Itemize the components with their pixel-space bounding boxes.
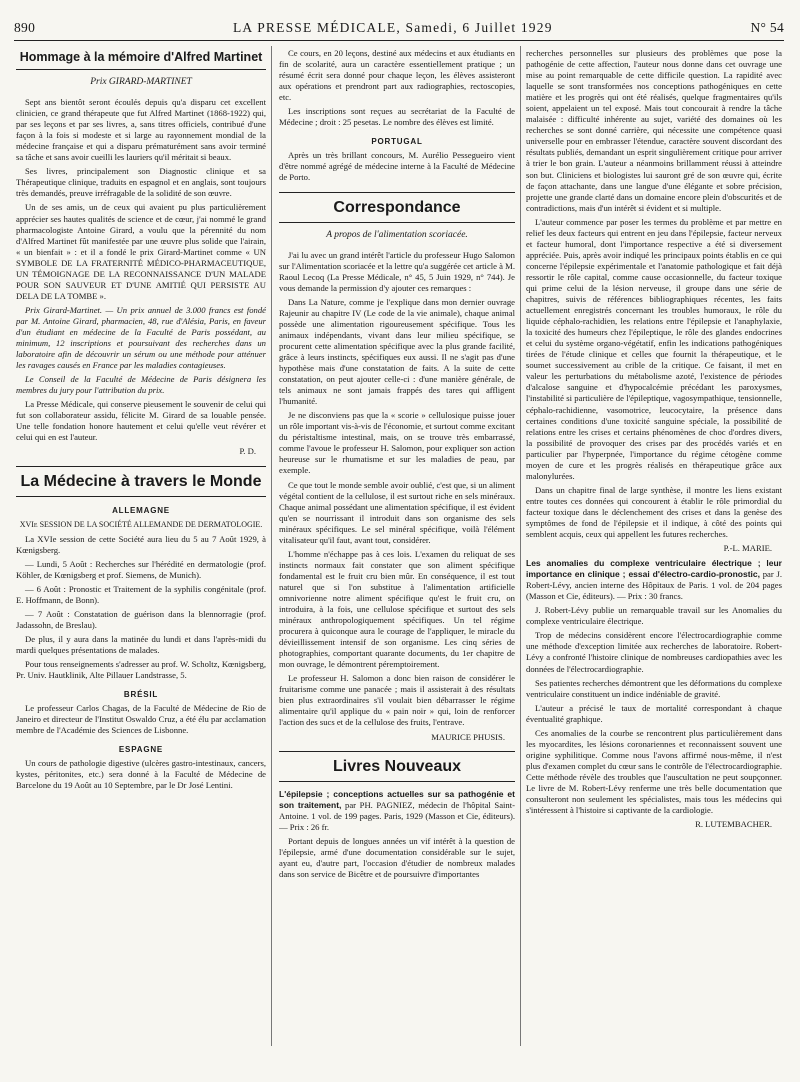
signature: R. LUTEMBACHER.: [695, 819, 772, 830]
paragraph: Dans un chapitre final de large synthèse, il montre les liens existant entre toutes ces données qui concourent à établir le rôle primordial du facteur toxique dans le déclenchement des crises et dans la genèse des symptômes de fond de l'épilepsie et il indique, à côté des points qui semblent acquis, ceux qui appellent les futures recherches.: [526, 484, 782, 540]
paragraph: La XVIe session de cette Société aura lieu du 5 au 7 Août 1929, à Kœnigsberg.: [16, 533, 266, 555]
book-title: Les anomalies du complexe ventriculaire électrique ; leur importance en clinique ; essai d'électro-cardio-pronostic,: [526, 558, 782, 580]
paragraph: Portant depuis de longues années un vif intérêt à la question de l'épilepsie, armé d'une documentation considérable sur le sujet, ayant eu, d'autre part, l'occasion d'étudier de nombreux malades dans son service de Bicêtre et de poursuivre d'importantes: [279, 835, 515, 879]
book-title: L'épilepsie ; conceptions actuelles sur sa pathogénie et son traitement,: [279, 788, 515, 810]
hommage-subtitle: Prix GIRARD-MARTINET: [90, 77, 192, 87]
paragraph: Prix Girard-Martinet. — Un prix annuel de 3.000 francs est fondé par M. Antoine Girard, pharmacien, 48, rue d'Alésia, Paris, en faveur d'un étudiant en médecine de la Faculté de Paris possédant, au minimum, 12 inscriptions et poursuivant des recherches dans un laboratoire afin de découvrir un sérum ou une méthode pour atténuer les ravages causés en France par les maladies contagieuses.: [16, 304, 266, 371]
paragraph: L'homme n'échappe pas à ces lois. L'examen du reliquat de ses instincts normaux fait constater que son aliment spécifique fondamental est le fruit cru bien mûr. En conséquence, il est tout naturel que si l'on substitue à l'alimentation artificielle omnivorienne notre aliment spécifique qu'est le fruit cru, on introduira, à la fois, une cellulose spécifique et surtout des sels minéraux anthropologiquement spécifiques. Un tel régime procurera à quiconque aura le courage de l'appliquer, le miracle du dévieillissement intensif de son organisme. Les cinq séries de photographies, comportant quarante documents, du 1er chapitre de mon ouvrage, le démontrent péremptoirement.: [279, 548, 515, 670]
issue-number: N° 54: [750, 20, 784, 35]
column-rule: [520, 46, 521, 1046]
paragraph: — 6 Août : Pronostic et Traitement de la syphilis congénitale (prof. E. Hoffmann, de Bonn).: [16, 583, 266, 605]
page-header: [14, 14, 784, 41]
paragraph: Ce que tout le monde semble avoir oublié, c'est que, si un aliment végétal contient de la cellulose, il est surtout riche en sels minéraux. Chaque animal possédant une alimentation spécifique, il est évident qu'en se nourrissant il introduit dans son organisme des sels minéraux spécifiques. Le sel minéral spécifique, voilà l'élément vitalisateur qu'il faut, avant tout, considérer.: [279, 479, 515, 545]
paragraph: Le professeur H. Salomon a donc bien raison de considérer le fruitarisme comme une panacée ; mais il assisterait à des résultats bien plus extraordinaires s'il voulait bien débarrasser le régime alimentaire qu'il applique du « pain noir » qui, loin de renforcer l'action des sucs et de la cellulose des fruits, l'entrave.: [279, 673, 515, 728]
section-heading: ALLEMAGNE: [112, 505, 170, 515]
column-left: [16, 48, 266, 1058]
section-heading: ESPAGNE: [118, 745, 164, 755]
column-right: [526, 48, 782, 1058]
paragraph: Ses livres, principalement son Diagnostic clinique et sa Thérapeutique clinique, traduits en espagnol et en anglais, sont toujours très demandés, preuve irréfragable de la solidité de son œuvre.: [16, 166, 266, 199]
paragraph: La Presse Médicale, qui conserve pieusement le souvenir de celui qui fut son collaborateur assidu, félicite M. Girard de sa louable pensée. Une telle fondation honore hautement et celui qu'elle veut révérer et celui qui en est l'auteur.: [16, 399, 266, 443]
section-heading: PORTUGAL: [371, 137, 423, 147]
paragraph: Les inscriptions sont reçues au secrétariat de la Faculté de Médecine ; droit : 25 pesetas. Le nombre des élèves est limité.: [279, 106, 515, 128]
monde-title-box: [16, 466, 266, 497]
paragraph: Un cours de pathologie digestive (ulcères gastro-intestinaux, cancers, kystes, péritonites, etc.) sera donné à la Faculté de Médecine de Barcelone du 19 Août au 10 Septembre, par le Dr José Lentini.: [16, 758, 266, 791]
paragraph: Ses patientes recherches démontrent que les déformations du complexe ventriculaire constituent un indice indéniable de gravité.: [526, 677, 782, 699]
column-middle: [279, 48, 515, 1058]
paragraph: Dans La Nature, comme je l'explique dans mon dernier ouvrage Rajeunir au chapitre IV (Le code de la vie animale), chaque animal possède une alimentation rigoureusement spécifique. Tous les animaux indépendants, vivant dans leur milieu spécifique, se procurent cette alimentation spécifique avec la plus grande facilité, grâce à leurs instincts, spécifiques eux aussi. Il ne s'agit pas d'une hypothèse mais d'une constatation de faits. A la suite de cette constatation, on peut ajouter celle-ci : d'une manière générale, de tels animaux ne sont jamais frappés des tares qui affligent l'humanité.: [279, 296, 515, 407]
section-heading: BRÉSIL: [123, 690, 159, 700]
book-reference: par PH. PAGNIEZ, médecin de l'hôpital Saint-Antoine. 1 vol. de 199 pages. Paris, 1929 (Masson et Cie, éditeurs). — Prix : 26 fr.: [279, 799, 515, 832]
paragraph: Après un très brillant concours, M. Aurélio Pessegueiro vient d'être nommé agrégé de médecine interne à la Faculté de Médecine de Porto.: [279, 150, 515, 183]
paragraph: Le professeur Carlos Chagas, de la Faculté de Médecine de Rio de Janeiro et directeur de l'Institut Oswaldo Cruz, a été élu par acclamation membre de l'Académie des Sciences de Lisbonne.: [16, 703, 266, 736]
paragraph: L'auteur a précisé le taux de mortalité correspondant à chaque éventualité graphique.: [526, 702, 782, 724]
signature: P. D.: [239, 446, 256, 457]
signature: P.-L. MARIE.: [723, 543, 772, 554]
correspondance-title: Correspondance: [333, 198, 461, 216]
paragraph: Sept ans bientôt seront écoulés depuis qu'a disparu cet excellent clinicien, ce grand thérapeute que fut Alfred Martinet (1868-1922) qui, par ses leçons et par ses livres, a, sans titres officiels, contribué d'une façon à la fois si modeste et si large au rayonnement mondial de la médecine française et qui a disparu prématurément sans avoir terminé sa tâche et sans avoir cueilli les lauriers qu'il méritait si beaux.: [16, 97, 266, 163]
column-rule: [271, 46, 272, 1046]
correspondance-subtitle: A propos de l'alimentation scoriacée.: [326, 229, 468, 240]
paragraph: J. Robert-Lévy publie un remarquable travail sur les Anomalies du complexe ventriculaire électrique.: [526, 605, 782, 627]
paragraph: Un de ses amis, un de ceux qui avaient pu plus particulièrement apprécier ses hautes qualités de science et de cœur, j'ai nommé le grand pharmacologiste Antoine Girard, a voulu que la pérennité du nom d'Alfred Martinet fût manifestée par une œuvre plus solide que l'airain, « un bienfait » : et il a fondé le prix Girard-Martinet comme « UN SYMBOLE DE LA FRATERNITÉ MÉDICO-PHARMACEUTIQUE, UN TÉMOIGNAGE DE LA RECONNAISSANCE D'UN MALADE POUR SON SAUVEUR ET D'UNE AMITIÉ QUI PERSISTE AU DELA DE LA TOMBE ».: [16, 202, 266, 301]
paragraph: — Lundi, 5 Août : Recherches sur l'hérédité en dermatologie (prof. Köhler, de Kœnigsberg et prof. Siemens, de Munich).: [16, 558, 266, 580]
paragraph: Trop de médecins considèrent encore l'électrocardiographie comme une méthode d'exception limitée aux recherches de laboratoire. Robert-Lévy a confronté l'histoire clinique de nombreuses cardiopathies avec les données de l'électrocardiographie.: [526, 630, 782, 674]
paragraph: Pour tous renseignements s'adresser au prof. W. Scholtz, Kœnigsberg, Pr. Univ. Hautklinik, Alte Pillauer Landstrasse, 5.: [16, 659, 266, 681]
paragraph: J'ai lu avec un grand intérêt l'article du professeur Hugo Salomon sur l'Alimentation scoriacée et la lettre qu'a suggérée cet article à M. Raoul Lecoq (La Presse Médicale, n° 45, 5 Juin 1929, n° 744). Je vous demande la permission d'y ajouter ces remarques :: [279, 249, 515, 293]
paragraph: Ces anomalies de la courbe se rencontrent plus particulièrement dans les myocardites, les lésions coronariennes et reconnaissent souvent une origine syphilitique. Comme nous l'avons affirmé nous-même, il n'est plus d'examen complet du cœur sans le contrôle de l'électrocardiographie. Cette méthode révèle des troubles que l'auscultation ne peut soupçonner. Le livre de M. Robert-Lévy renferme une très belle documentation que consulteront non seulement les spécialistes, mais tous les médecins qui s'intéressent à l'histoire si captivante de la cardiologie.: [526, 727, 782, 816]
hommage-title-box: [16, 48, 266, 70]
signature: MAURICE PHUSIS.: [431, 731, 505, 742]
section-subheading: XVIe SESSION DE LA SOCIÉTÉ ALLEMANDE DE DERMATOLOGIE.: [19, 519, 263, 529]
paragraph: L'auteur commence par poser les termes du problème et par mettre en relief les deux facteurs qui entrent en jeu dans l'épilepsie, facteur nerveux et facteur humoral, dont l'importance respective a été si diversement appréciée. Puis, après avoir indiqué les principaux points établis en ce qui concerne l'épilepsie expérimentale et l'anatomie pathologique et fait déjà ressortir le rôle capital, comme cause occasionnelle, du facteur toxique qui prime celui de la lésion nerveuse, il groupe dans une série de chapitres, suivis de références bibliographiques récentes, les faits actuellement enregistrés concernant les troubles humoraux, le rôle du liquide céphalo-rachidien, les relations entre l'épilepsie et l'anaphylaxie, la toxicité des humeurs chez l'épileptique, le rôle des glandes endocrines et celui du système organo-végétatif, enfin les indications pathogéniques tirées de l'étude clinique et celles que fournit la thérapeutique, et le soumet successivement au crible de la critique. Ce faisant, il met en valeur les perturbations du métabolisme azoté, l'existence de périodes d'alcalose sanguine et d'hypocalcémie précédant les paroxysmes, l'instabilité si particulière de l'épileptique, vagosympathique, tensionnelle, céphalo-rachidienne, vasomotrice, leucocytaire, la présence dans certaines conditions d'une toxicité sanguine spéciale, la possibilité de relations entre les crises et certains phénomènes de choc d'ordres divers, la possibilité de provoquer des crises par des procédés variés et en particulier par l'hyperpnée, l'importance du régime cétogène comme moyen de cure et les progrès réalisés en thérapeutique grâce aux malonylurées.: [526, 216, 782, 481]
paragraph: Ce cours, en 20 leçons, destiné aux médecins et aux étudiants en fin de scolarité, aura un caractère essentiellement pratique ; un résumé écrit sera donné pour chaque leçon, les élèves assisteront aux opérations et prendront part aux radiographies, rectoscopies, etc.: [279, 48, 515, 103]
journal-title: LA PRESSE MÉDICALE, Samedi, 6 Juillet 1929: [232, 20, 553, 35]
paragraph: De plus, il y aura dans la matinée du lundi et dans l'après-midi du mardi quelques présentations de malades.: [16, 633, 266, 656]
monde-title: La Médecine à travers le Monde: [20, 472, 262, 490]
livres-title: Livres Nouveaux: [332, 757, 462, 775]
correspondance-title-box: [279, 192, 515, 223]
paragraph: — 7 Août : Constatation de guérison dans la blennorragie (prof. Jadassohn, de Breslau).: [16, 608, 266, 630]
page-number: 890: [14, 20, 36, 35]
hommage-title: Hommage à la mémoire d'Alfred Martinet: [19, 50, 263, 64]
paragraph: Je ne disconviens pas que la « scorie » cellulosique puisse jouer un rôle important vis-à-vis de l'économie, et surtout comme excitant du péristaltisme intestinal, mais, on se trouve très embarrassé, comme l'avoue le professeur H. Salomon, pour expliquer son action heureuse sur le rhumatisme et sur les maladies de peau, par exemple.: [279, 410, 515, 476]
livres-title-box: [279, 751, 515, 782]
paragraph: Le Conseil de la Faculté de Médecine de Paris désignera les membres du jury pour l'attribution du prix.: [16, 374, 266, 396]
book-reference: par J. Robert-Lévy, ancien interne des Hôpitaux de Paris. 1 vol. de 204 pages (Masson et Cie, éditeurs). — Prix : 30 francs.: [526, 569, 782, 602]
paragraph: recherches personnelles sur plusieurs des problèmes que pose la pathogénie de cette affection, l'auteur nous donne dans cet ouvrage une mise au point remarquable de cette difficile question. La rapidité avec laquelle se sont transformées nos conceptions pathogéniques en cette matière et les progrès qui ont été réalisés, quelque fragmentaires qu'ils soient, appelaient un tel exposé. Mais tout concourait à rendre la tâche malaisée : difficulté inhérente au sujet, variété des domaines où les recherches se sont donné carrière, qui nécessite une compétence quasi universelle pour en embrasser l'étendue, caractère souvent discordant des résultats publiés, demandant un esprit singulièrement critique pour arriver à trier le bon grain. L'auteur a néanmoins brillamment réussi à atteindre son but. Cliniciens et biologistes lui sauront gré de son œuvre qui, écrite de façon attachante, dans une langue d'une élégante et sobre précision, projette une grande clarté dans un domaine encore plein d'obscurités et de contradictions, mais d'un intérêt si évident et si multiple.: [526, 48, 782, 213]
